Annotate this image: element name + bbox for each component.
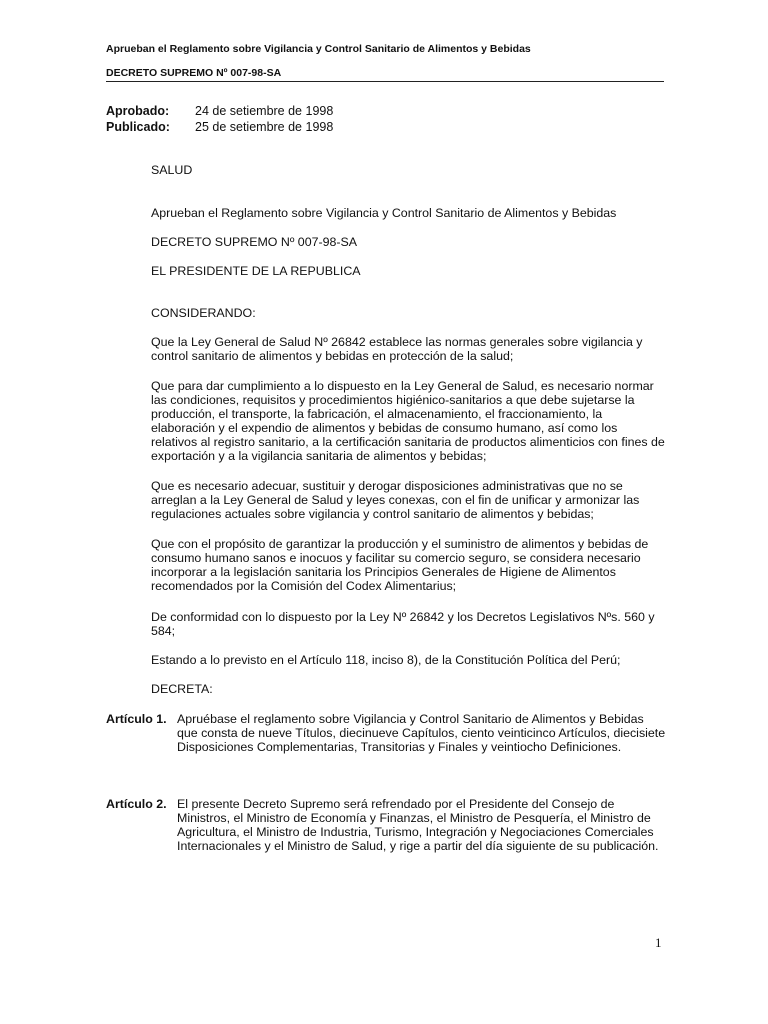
sector-heading: SALUD: [151, 163, 193, 177]
article-2-text: El presente Decreto Supremo será refrendado por el Presidente del Consejo de Ministros, el Ministro de Economía y Finanzas, el Ministro de Pesquería, el Ministro de Agricultura, el Ministro de Industria, Turismo, Integración y Negociaciones Comerciales Internacionales y el Ministro de Salud, y rige a partir del día siguiente de su publicación.: [177, 797, 659, 853]
approved-row: [106, 104, 333, 118]
approved-label: Aprobado:: [106, 104, 170, 118]
approved-value: 24 de setiembre de 1998: [195, 104, 334, 118]
paragraph: Que con el propósito de garantizar la producción y el suministro de alimentos y bebidas de consumo humano sanos e inocuos y facilitar su comercio seguro, se considera necesario incorporar a la legislación sanitaria los Principios Generales de Higiene de Alimentos recomendados por la Comisión del Codex Alimentarius;: [151, 537, 649, 593]
article-1-text: Apruébase el reglamento sobre Vigilancia y Control Sanitario de Alimentos y Bebidas que consta de nueve Títulos, diecinueve Capítulos, ciento veinticinco Artículos, diecisiete Disposiciones Complementarias, Transitorias y Finales y veintiocho Definiciones.: [177, 712, 666, 754]
published-label: Publicado:: [106, 120, 170, 134]
document-title: Aprueban el Reglamento sobre Vigilancia y Control Sanitario de Alimentos y Bebidas: [151, 206, 617, 220]
running-header-title: Aprueban el Reglamento sobre Vigilancia y Control Sanitario de Alimentos y Bebidas: [106, 43, 531, 55]
paragraph: Que la Ley General de Salud Nº 26842 establece las normas generales sobre vigilancia y control sanitario de alimentos y bebidas en protección de la salud;: [151, 335, 643, 363]
president-heading: EL PRESIDENTE DE LA REPUBLICA: [151, 264, 361, 278]
page-number: 1: [655, 935, 662, 950]
considerando-heading: CONSIDERANDO:: [151, 306, 256, 320]
paragraph: De conformidad con lo dispuesto por la Ley Nº 26842 y los Decretos Legislativos Nºs. 560 y 584;: [151, 610, 655, 638]
article-2-label: Artículo 2.: [106, 797, 167, 811]
article-1-label: Artículo 1.: [106, 712, 167, 726]
published-value: 25 de setiembre de 1998: [195, 120, 334, 134]
running-header-decree: DECRETO SUPREMO Nº 007-98-SA: [106, 67, 282, 79]
header-rule: [106, 81, 664, 82]
published-row: [106, 120, 333, 134]
paragraph: Que es necesario adecuar, sustituir y derogar disposiciones administrativas que no se arreglan a la Ley General de Salud y leyes conexas, con el fin de unificar y armonizar las regulaciones actuales sobre vigilancia y control sanitario de alimentos y bebidas;: [151, 479, 640, 521]
paragraph: Estando a lo previsto en el Artículo 118, inciso 8), de la Constitución Política del Perú;: [151, 653, 621, 667]
decreta-heading: DECRETA:: [151, 682, 213, 696]
decree-number: DECRETO SUPREMO Nº 007-98-SA: [151, 235, 358, 249]
paragraph: Que para dar cumplimiento a lo dispuesto en la Ley General de Salud, es necesario normar las condiciones, requisitos y procedimientos higiénico-sanitarios a que debe sujetarse la producción, el transporte, la fabricación, el almacenamiento, el fraccionamiento, la elaboración y el expendio de alimentos y bebidas de consumo humano, así como los relativos al registro sanitario, a la certificación sanitaria de productos alimenticios con fines de exportación y a la vigilancia sanitaria de alimentos y bebidas;: [151, 379, 665, 463]
